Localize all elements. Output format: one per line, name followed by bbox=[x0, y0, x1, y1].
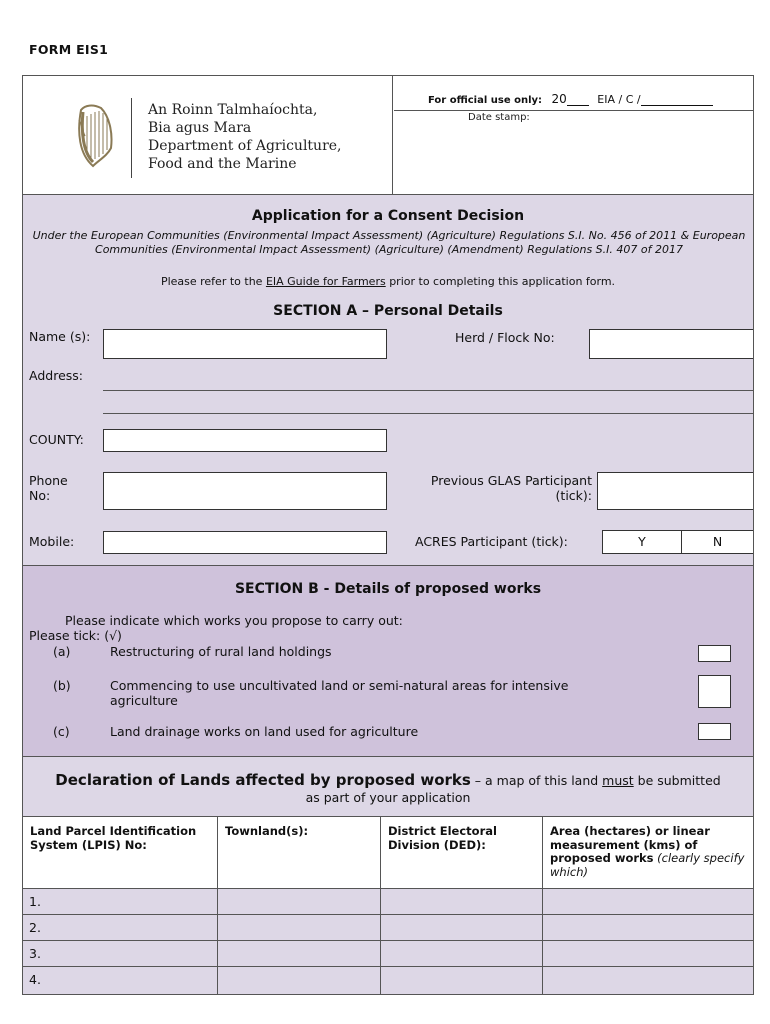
row-number: 4. bbox=[23, 967, 218, 994]
area-cell[interactable] bbox=[543, 967, 753, 994]
department-logo-block bbox=[23, 76, 393, 194]
ded-cell[interactable] bbox=[381, 889, 543, 915]
date-stamp-label: Date stamp: bbox=[468, 112, 530, 123]
name-input[interactable] bbox=[103, 329, 387, 359]
application-title: Application for a Consent Decision bbox=[251, 208, 525, 224]
logo-divider bbox=[131, 98, 132, 178]
glas-label: Previous GLAS Participant (tick): bbox=[430, 473, 592, 503]
form-header bbox=[23, 76, 753, 195]
col-header-area: Area (hectares) or linear measurement (kms) of proposed works (clearly specify which) bbox=[543, 817, 753, 889]
address-line-2[interactable] bbox=[103, 413, 753, 414]
herd-flock-input[interactable] bbox=[589, 329, 753, 359]
herd-flock-label: Herd / Flock No: bbox=[455, 330, 555, 345]
item-letter: (c) bbox=[53, 724, 70, 739]
row-number: 3. bbox=[23, 941, 218, 967]
mobile-label: Mobile: bbox=[29, 534, 75, 549]
phone-input[interactable] bbox=[103, 472, 387, 510]
townland-cell[interactable] bbox=[218, 967, 381, 994]
land-drainage-tick-box[interactable] bbox=[698, 723, 731, 740]
address-label: Address: bbox=[29, 368, 83, 383]
ded-cell[interactable] bbox=[381, 915, 543, 941]
restructuring-tick-box[interactable] bbox=[698, 645, 731, 662]
acres-label: ACRES Participant (tick): bbox=[415, 534, 568, 549]
harp-icon bbox=[73, 102, 117, 172]
official-ref-blank[interactable] bbox=[641, 92, 713, 106]
acres-yes-box[interactable]: Y bbox=[602, 530, 682, 554]
county-input[interactable] bbox=[103, 429, 387, 452]
official-use-label: For official use only: bbox=[428, 95, 543, 106]
tick-note: Please tick: (√) bbox=[29, 628, 122, 643]
eia-guide-link[interactable]: EIA Guide for Farmers bbox=[265, 275, 386, 288]
department-name bbox=[148, 101, 342, 173]
dept-line: Food and the Marine bbox=[148, 156, 297, 172]
townland-cell[interactable] bbox=[218, 889, 381, 915]
must-emphasis: must bbox=[602, 773, 634, 788]
dept-line: Department of Agriculture, bbox=[148, 138, 342, 154]
county-label: COUNTY: bbox=[29, 432, 84, 447]
form-id: FORM EIS1 bbox=[29, 42, 109, 57]
declaration-header bbox=[23, 757, 753, 817]
official-use-block bbox=[394, 76, 753, 194]
dept-line: Bia agus Mara bbox=[148, 120, 252, 136]
item-text: Commencing to use uncultivated land or semi-natural areas for intensive agriculture bbox=[110, 678, 569, 708]
row-number: 1. bbox=[23, 889, 218, 915]
regulations-subtitle: Under the European Communities (Environmental Impact Assessment) (Agriculture) Regulations S.I. No. 456 of 2011 & European Communities (Environmental Impact Assessment) (Agriculture) (Amendment) Regulations S.I. 407 of 2017 bbox=[32, 229, 746, 256]
area-cell[interactable] bbox=[543, 941, 753, 967]
section-b bbox=[23, 566, 753, 757]
official-year: 20 bbox=[551, 92, 567, 106]
area-cell[interactable] bbox=[543, 915, 753, 941]
col-header-ded: District Electoral Division (DED): bbox=[381, 817, 543, 889]
form-frame bbox=[22, 75, 754, 995]
glas-tick-box[interactable] bbox=[597, 472, 753, 510]
mobile-input[interactable] bbox=[103, 531, 387, 554]
townland-cell[interactable] bbox=[218, 941, 381, 967]
refer-guide-text: Please refer to the EIA Guide for Farmers prior to completing this application form. bbox=[160, 275, 616, 288]
declaration-text: Declaration of Lands affected by proposed works – a map of this land must be submitted as part of your application bbox=[55, 771, 721, 805]
item-letter: (b) bbox=[53, 678, 71, 693]
item-text: Restructuring of rural land holdings bbox=[110, 644, 332, 659]
col-header-lpis: Land Parcel Identification System (LPIS) No: bbox=[23, 817, 218, 889]
official-year-blank[interactable] bbox=[567, 92, 589, 106]
section-a-title: SECTION A – Personal Details bbox=[273, 303, 503, 319]
area-cell[interactable] bbox=[543, 889, 753, 915]
ded-cell[interactable] bbox=[381, 967, 543, 994]
townland-cell[interactable] bbox=[218, 915, 381, 941]
row-number: 2. bbox=[23, 915, 218, 941]
dept-line: An Roinn Talmhaíochta, bbox=[148, 102, 318, 118]
item-text: Land drainage works on land used for agriculture bbox=[110, 724, 419, 739]
col-header-townland: Townland(s): bbox=[218, 817, 381, 889]
official-divider bbox=[394, 110, 753, 111]
official-use-line bbox=[428, 92, 713, 106]
uncultivated-land-tick-box[interactable] bbox=[698, 675, 731, 708]
section-b-title: SECTION B - Details of proposed works bbox=[234, 581, 542, 597]
phone-label: Phone No: bbox=[29, 473, 68, 503]
acres-no-box[interactable]: N bbox=[681, 530, 753, 554]
official-ref: EIA / C / bbox=[597, 93, 641, 106]
section-a bbox=[23, 195, 753, 566]
declaration-title: Declaration of Lands affected by proposed works bbox=[55, 771, 471, 789]
ded-cell[interactable] bbox=[381, 941, 543, 967]
works-intro: Please indicate which works you propose to carry out: bbox=[65, 613, 403, 628]
item-letter: (a) bbox=[53, 644, 71, 659]
name-label: Name (s): bbox=[29, 329, 91, 344]
address-line-1[interactable] bbox=[103, 390, 753, 391]
